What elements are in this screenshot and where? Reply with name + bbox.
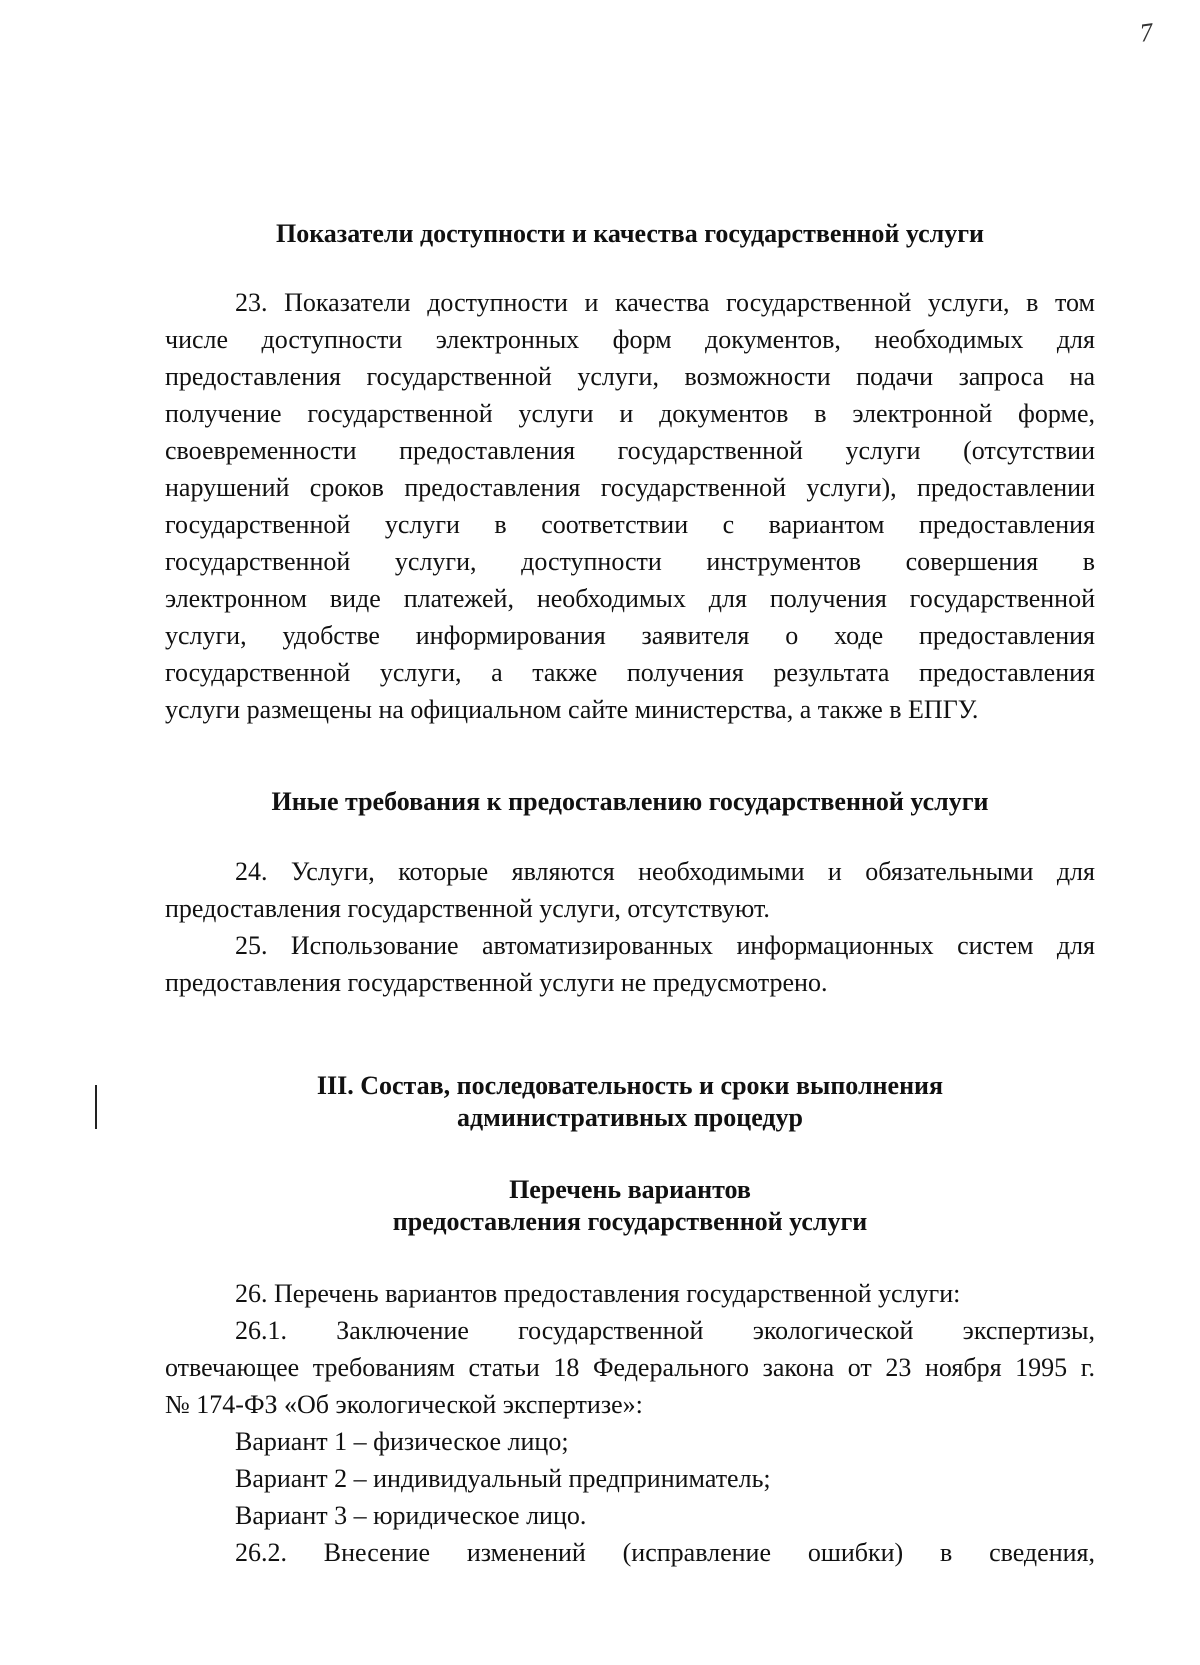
section-heading-variants-line2: предоставления государственной услуги	[392, 1207, 868, 1236]
margin-change-bar	[95, 1085, 97, 1129]
paragraph-23-line: электронном виде платежей, необходимых для получения государственной	[165, 584, 1095, 613]
paragraph-24-line: предоставления государственной услуги, отсутствуют.	[165, 894, 770, 923]
paragraph-23-line: числе доступности электронных форм документов, необходимых для	[165, 325, 1095, 354]
paragraph-23-line: услуги размещены на официальном сайте министерства, а также в ЕПГУ.	[165, 695, 979, 724]
variant-item: Вариант 2 – индивидуальный предприниматель;	[235, 1464, 771, 1493]
paragraph-25-line: 25. Использование автоматизированных информационных систем для	[235, 931, 1095, 960]
paragraph-23-line: нарушений сроков предоставления государственной услуги), предоставлении	[165, 473, 1095, 502]
chapter-heading-iii-line1: III. Состав, последовательность и сроки выполнения	[316, 1071, 944, 1100]
paragraph-25-line: предоставления государственной услуги не предусмотрено.	[165, 968, 828, 997]
paragraph-26-2-line: 26.2. Внесение изменений (исправление ошибки) в сведения,	[235, 1538, 1095, 1567]
paragraph-25	[165, 927, 1095, 1001]
paragraph-26-1-line: 26.1. Заключение государственной экологической экспертизы,	[235, 1316, 1095, 1345]
paragraph-24-line: 24. Услуги, которые являются необходимыми и обязательными для	[235, 857, 1095, 886]
paragraph-26	[165, 1275, 1095, 1571]
section-heading-variants-line1: Перечень вариантов	[509, 1175, 751, 1204]
section-heading-variants-list	[165, 1174, 1095, 1238]
paragraph-26-1-line: отвечающее требованиям статьи 18 Федерального закона от 23 ноября 1995 г.	[165, 1353, 1095, 1382]
chapter-heading-iii	[165, 1070, 1095, 1134]
section-heading-other-requirements: Иные требования к предоставлению государственной услуги	[271, 787, 989, 816]
paragraph-23	[165, 284, 1095, 728]
paragraph-23-line: своевременности предоставления государственной услуги (отсутствии	[165, 436, 1095, 465]
paragraph-23-line: услуги, удобстве информирования заявителя о ходе предоставления	[165, 621, 1095, 650]
variant-item: Вариант 1 – физическое лицо;	[235, 1427, 569, 1456]
paragraph-23-line: государственной услуги, доступности инструментов совершения в	[165, 547, 1095, 576]
paragraph-23-line: государственной услуги в соответствии с вариантом предоставления	[165, 510, 1095, 539]
paragraph-26-1-line: № 174-ФЗ «Об экологической экспертизе»:	[165, 1390, 643, 1419]
paragraph-23-line: государственной услуги, а также получения результата предоставления	[165, 658, 1095, 687]
paragraph-24	[165, 853, 1095, 927]
paragraph-23-line: получение государственной услуги и документов в электронной форме,	[165, 399, 1095, 428]
paragraph-23-line: 23. Показатели доступности и качества государственной услуги, в том	[235, 288, 1095, 317]
paragraph-26-line: 26. Перечень вариантов предоставления государственной услуги:	[235, 1279, 961, 1308]
variant-item: Вариант 3 – юридическое лицо.	[235, 1501, 587, 1530]
paragraph-23-line: предоставления государственной услуги, возможности подачи запроса на	[165, 362, 1095, 391]
page-number-handwritten: 7	[1137, 17, 1155, 48]
chapter-heading-iii-line2: административных процедур	[456, 1103, 804, 1132]
section-heading-availability: Показатели доступности и качества государственной услуги	[275, 219, 985, 248]
